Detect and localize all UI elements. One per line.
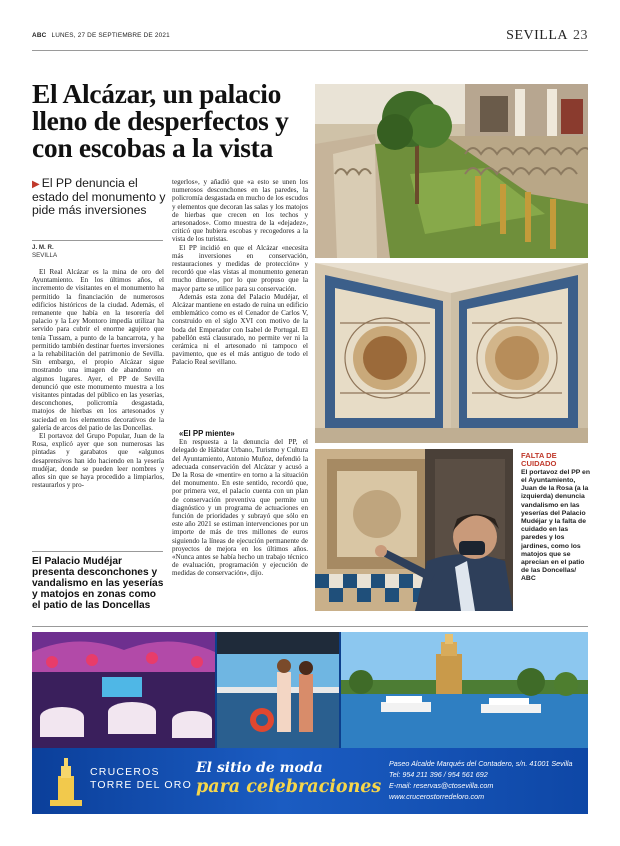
ad-contact bbox=[389, 758, 573, 802]
ad-address: Paseo Alcalde Marqués del Contadero, s/n. 41001 Sevilla bbox=[389, 759, 573, 768]
photo-plasterwork bbox=[315, 263, 588, 443]
garden-patio-illustration bbox=[315, 84, 588, 258]
ad-photo-boat-deck bbox=[217, 632, 339, 748]
body-paragraph: En respuesta a la denuncia del PP, el delegado de Hábitat Urbano, Turismo y Cultura del Ayuntamiento, Antonio Muñoz, defendió la adecuada conservación del Alcázar y acusó a De la Rosa de «mentir» en torno a la situación del monumento. En este sentido, recordó que, por primera vez, el palacio cuenta con un plan de conservación preventiva que permite un diagnóstico y un programa de actuaciones en función de prioridades y subrayó que sólo en este año 2021 se estiman intervenciones por un importe de más de tres millones de euros siguiendo la líneas de ejecución permanente de proyectos de mejora en los últimos años. «Nunca antes se había hecho un trabajo técnico de evaluación, programación y ejecución de medidas de conservación», dijo. bbox=[172, 438, 308, 578]
spokesman-illustration bbox=[315, 449, 513, 611]
body-paragraph: El portavoz del Grupo Popular, Juan de la Rosa, explicó ayer que son numerosas las pintadas y garabatos que «algunos desaprensivos han ido haciendo en la yesería mudéjar, donde se pueden leer nombres y años sin que se haya procedido a limpiarlos, restaurarlos y pro- bbox=[32, 432, 164, 490]
subheading: «El PP miente» bbox=[179, 429, 235, 438]
photo-caption bbox=[521, 452, 591, 584]
pullquote-divider bbox=[32, 551, 163, 552]
article-column-1 bbox=[32, 268, 164, 489]
page-header bbox=[32, 28, 588, 48]
boat-deck-illustration bbox=[217, 632, 339, 748]
body-paragraph: El Real Alcázar es la mina de oro del Ayuntamiento. En los últimos años, el incremento de visitantes en el monumento ha permitido la financiación de numerosos edificios históricos de la ciudad. Además, el remanente que había en la tesorería del palacio y la Ley Montoro impedía utilizar ha servido para cubrir el enorme agujero que tenía Tussam, a punto de la bancarrota, y ha permitido también destinar fuertes inversiones a la rehabilitación del patrimonio de Sevilla. Sin embargo, el propio Alcázar sigue mostrando una imagen de abandono en algunos lugares. Ayer, el PP de Sevilla denunció que este monumento muestra a los visitantes pintadas del público en las yeserías, desconchones, policromía desgastada, matojos de hierbas en los artesonados y suciedad en los elementos decorativos de la galería de arcos del patio de las Doncellas. bbox=[32, 268, 164, 432]
ad-slogan bbox=[196, 760, 381, 797]
body-paragraph: Además esta zona del Palacio Mudéjar, el Alcázar mantiene en estado de ruina un edificio emblemático como es el Cenador de Carlos V, construido en el siglo XVI con motivo de la boda del Emperador con Isabel de Portugal. El pabellón está clausurado, no permite ver ni la cerámica ni el artesonado ni tampoco el pavimento, que es el más antiguo de todo el Palacio Real sevillano. bbox=[172, 292, 308, 367]
caption-title: FALTA DE CUIDADO bbox=[521, 451, 557, 469]
lead-arrow-icon: ▶ bbox=[32, 179, 40, 190]
header-meta bbox=[32, 32, 170, 39]
caption-body: El portavoz del PP en el Ayuntamiento, Juan de la Rosa (a la izquierda) denuncia vandalismo en las yeserías del Palacio Mudéjar y la falta de cuidado en las paredes y los jardines, como los matojos que se aprecian en el patio de las Doncellas/ ABC bbox=[521, 468, 590, 583]
header-divider bbox=[32, 50, 588, 51]
ad-info-band bbox=[32, 748, 588, 814]
torre-logo-icon bbox=[46, 756, 86, 808]
header-section bbox=[506, 28, 588, 44]
byline bbox=[32, 244, 57, 260]
torre-del-oro-illustration bbox=[341, 632, 588, 748]
byline-author: J. M. R. bbox=[32, 244, 54, 251]
ad-email[interactable]: E-mail: reservas@ctosevilla.com bbox=[389, 781, 494, 790]
ad-photo-torre-del-oro bbox=[341, 632, 588, 748]
ad-brand-line1: CRUCEROS bbox=[90, 766, 160, 778]
section-name: SEVILLA bbox=[506, 28, 568, 43]
ad-slogan-line2: para celebraciones bbox=[196, 777, 382, 797]
ad-brand bbox=[90, 766, 192, 791]
body-paragraph: El PP incidió en que el Alcázar «necesita más inversiones en conservación, restauraciones y medidas de protección» y recordó que «las vistas al monumento generan mucho dinero», por lo que propuso que la mayor parte se utilice para su conservación. bbox=[172, 243, 308, 293]
article-column-2 bbox=[172, 178, 308, 367]
header-brand: ABC bbox=[32, 32, 47, 39]
article-lead bbox=[32, 177, 167, 218]
lead-divider bbox=[32, 240, 163, 241]
header-date: LUNES, 27 DE SEPTIEMBRE DE 2021 bbox=[51, 32, 170, 39]
lead-text: El PP denuncia el estado del monumento y pide más inversiones bbox=[32, 176, 166, 218]
ad-divider bbox=[32, 626, 588, 627]
ad-brand-line2: TORRE DEL ORO bbox=[90, 778, 192, 791]
byline-place: SEVILLA bbox=[32, 252, 58, 259]
article-column-2-continued bbox=[172, 430, 308, 578]
photo-spokesman bbox=[315, 449, 513, 611]
plasterwork-illustration bbox=[315, 263, 588, 443]
photo-garden-patio bbox=[315, 84, 588, 258]
page-number: 23 bbox=[573, 28, 588, 43]
body-paragraph: tegerlos», y añadió que «a esto se unen los numerosos desconchones en las paredes, la policromía desgastada en mucho de los escudos y elementos que decoran las salas y los matojos de hierbas que crecen en los techos y artesonados». Como muestra de la «dejadez», criticó que hubiera escobas y recogedores a la vista de los turistas. bbox=[172, 178, 308, 244]
ad-phone[interactable]: Tel: 954 211 396 / 954 561 692 bbox=[389, 770, 488, 779]
pullquote: El Palacio Mudéjar presenta desconchones y vandalismo en las yeserías y matojos en zonas como el patio de las Doncellas bbox=[32, 556, 164, 611]
ad-photo-party bbox=[32, 632, 215, 748]
ad-slogan-line1: El sitio de moda bbox=[196, 760, 323, 776]
ad-website[interactable]: www.crucerostorredeloro.com bbox=[389, 792, 485, 801]
advertisement-banner[interactable] bbox=[32, 632, 588, 814]
article-headline: El Alcázar, un palacio lleno de desperfectos y con escobas a la vista bbox=[32, 78, 289, 163]
party-illustration bbox=[32, 632, 215, 748]
